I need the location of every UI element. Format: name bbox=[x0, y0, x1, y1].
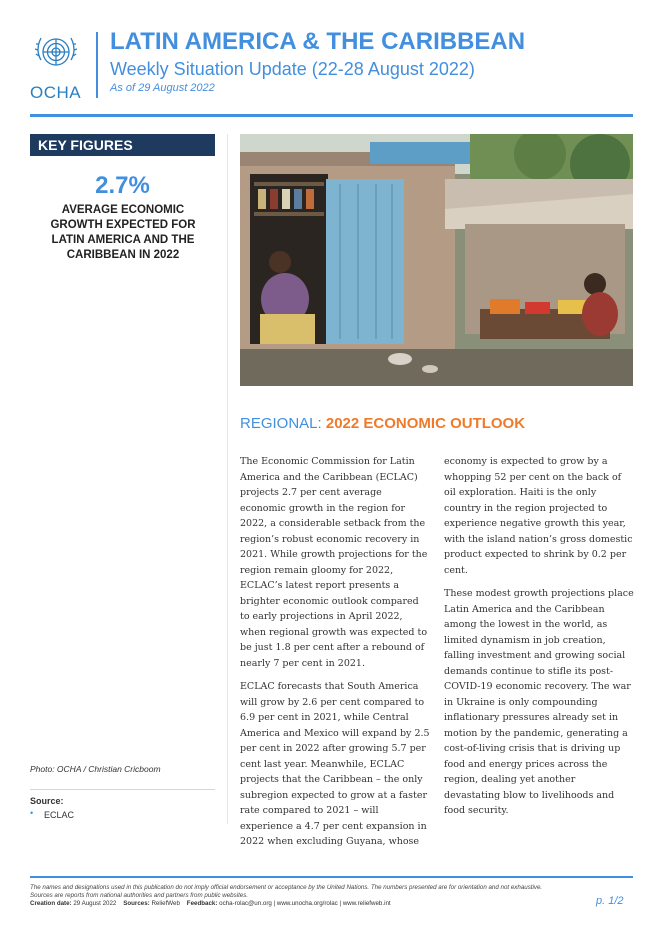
footer-disclaimer: The names and designations used in this publication do not imply official endorsement or acceptance by the United Nations. The numbers presented are for orientation and not exhaustive. bbox=[30, 884, 543, 891]
source-title: Source: bbox=[30, 796, 64, 806]
footer-info bbox=[30, 900, 391, 907]
footer-sources: ReliefWeb bbox=[151, 900, 180, 907]
page-subtitle: Weekly Situation Update (22-28 August 2022) bbox=[110, 59, 475, 79]
key-figure-value: 2.7% bbox=[95, 172, 150, 199]
creation-date: 29 August 2022 bbox=[73, 900, 117, 907]
un-emblem-icon bbox=[30, 30, 82, 76]
body-column-left bbox=[240, 454, 430, 858]
ocha-logo bbox=[30, 30, 86, 103]
page-number: p. 1/2 bbox=[596, 895, 624, 907]
paragraph: These modest growth projections place Latin America and the Caribbean among the lowest in the world, as limited dynamism in job creation, falling investment and growing social demands continue to stifle its post-COVID-19 economic recovery. The war in Ukraine is only compounding inflationary pressures already set in motion by the pandemic, generating a cost-of-living crisis that is driving up food and energy prices across the region, dealing yet another devastating blow to livelihoods and food security. bbox=[444, 588, 634, 816]
footer-rule bbox=[30, 876, 633, 878]
feedback-label: Feedback: bbox=[186, 900, 218, 907]
sources-divider bbox=[30, 789, 215, 790]
as-of-date: As of 29 August 2022 bbox=[110, 82, 215, 94]
source-bullet: • bbox=[30, 808, 34, 818]
org-name: OCHA bbox=[30, 83, 82, 102]
paragraph: economy is expected to grow by a whopping 52 per cent on the back of oil exploration. Haiti is the only country in the region projected to experience negative growth this year, with the island nation’s gross domestic product expected to shrink by 0.2 per cent. bbox=[444, 456, 633, 576]
key-figures-label: KEY FIGURES bbox=[38, 137, 133, 153]
column-divider bbox=[227, 134, 228, 824]
paragraph: The Economic Commission for Latin America and the Caribbean (ECLAC) projects 2.7 per cent average economic growth in the region for 2022, a considerable setback from the region’s robust economic recovery in 2021. While growth projections for the region remain gloomy for 2022, ECLAC’s latest report presents a brighter economic outlook compared to early projections in April 2022, when regional growth was expected to be just 1.8 per cent after a rebound of nearly 7 per cent in 2021. bbox=[240, 456, 428, 669]
body-column-right bbox=[444, 454, 634, 827]
feedback-links[interactable]: ocha-rolac@un.org | www.unocha.org/rolac | www.reliefweb.int bbox=[219, 900, 391, 907]
header-rule bbox=[30, 114, 633, 117]
section-heading bbox=[240, 415, 525, 432]
section-region: REGIONAL: bbox=[240, 415, 326, 432]
header-divider bbox=[96, 32, 98, 98]
shop-photo bbox=[240, 134, 633, 386]
section-topic: 2022 ECONOMIC OUTLOOK bbox=[325, 415, 526, 432]
source-item: ECLAC bbox=[44, 810, 75, 820]
creation-date-label: Creation date: bbox=[30, 900, 72, 907]
page-title: LATIN AMERICA & THE CARIBBEAN bbox=[110, 28, 526, 55]
key-figure-description: AVERAGE ECONOMIC GROWTH EXPECTED FOR LATIN AMERICA AND THE CARIBBEAN IN 2022 bbox=[50, 204, 196, 261]
footer-disclaimer-sources: Sources are reports from national authorities and partners from public websites. bbox=[30, 892, 249, 899]
photo-credit: Photo: OCHA / Christian Cricboom bbox=[30, 764, 161, 774]
paragraph: ECLAC forecasts that South America will grow by 2.6 per cent compared to 6.9 per cent in 2021, while Central America and Mexico will expand by 2.5 per cent in 2022 after growing 5.7 per cent last year. Meanwhile, ECLAC projects that the Caribbean – the only subregion expected to grow at a faster rate compared to 2021 – will experience a 4.7 per cent expansion in 2022 when excluding Guyana, whose bbox=[240, 681, 430, 847]
footer-sources-label: Sources: bbox=[123, 900, 150, 907]
